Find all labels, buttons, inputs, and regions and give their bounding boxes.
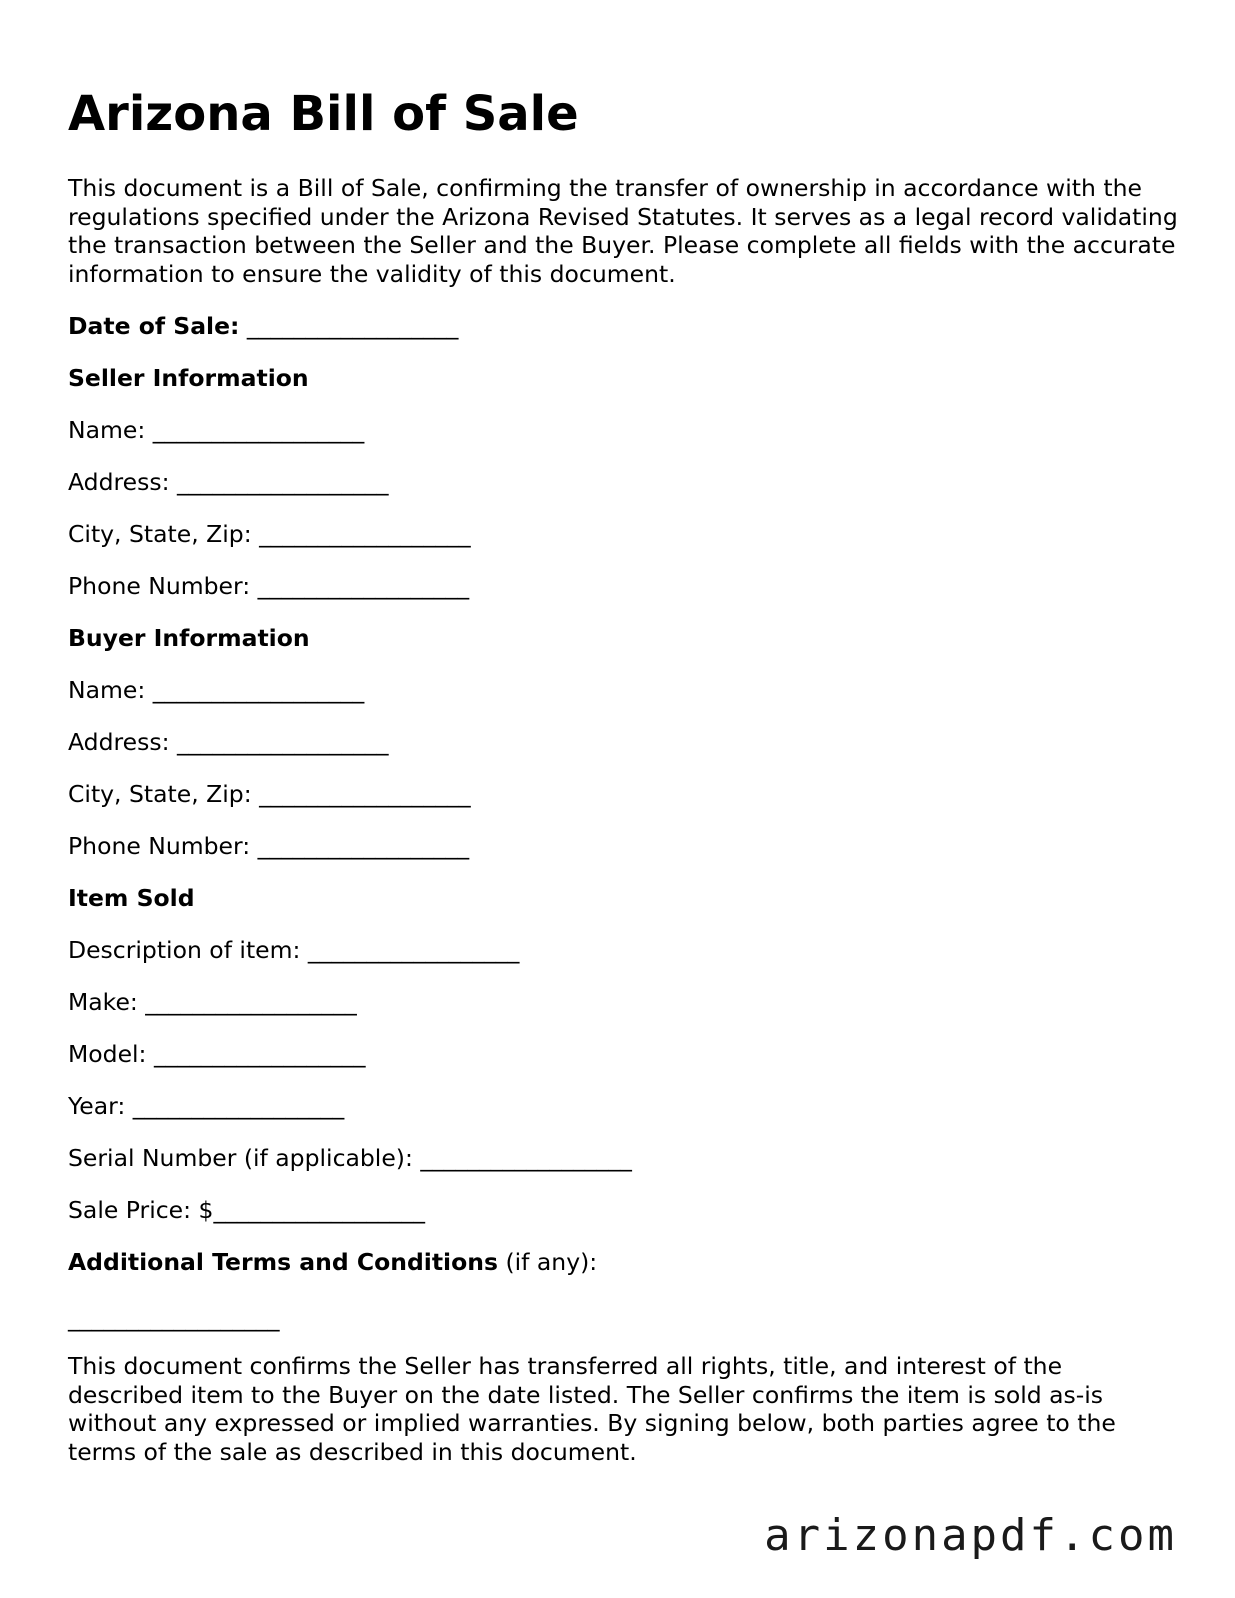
date-of-sale-label: Date of Sale: (68, 312, 240, 340)
terms-qualifier: (if any): (497, 1248, 598, 1276)
buyer-heading: Buyer Information (68, 624, 310, 652)
sale-price-field[interactable]: Sale Price: $__________________ (68, 1196, 425, 1224)
item-description-field[interactable]: Description of item: __________________ (68, 936, 520, 964)
item-serial-field[interactable]: Serial Number (if applicable): __________________ (68, 1144, 632, 1172)
item-heading: Item Sold (68, 884, 195, 912)
item-model-field[interactable]: Model: __________________ (68, 1040, 366, 1068)
intro-paragraph: This document is a Bill of Sale, confirming the transfer of ownership in accordance with the regulations specified under the Arizona Revised Statutes. It serves as a legal record validating the transaction between the Seller and the Buyer. Please complete all fields with the accurate information to ensure the validity of this document. (68, 174, 1178, 288)
buyer-name-field[interactable]: Name: __________________ (68, 676, 365, 704)
item-year-field[interactable]: Year: __________________ (68, 1092, 345, 1120)
item-make-field[interactable]: Make: __________________ (68, 988, 357, 1016)
seller-address-field[interactable]: Address: __________________ (68, 468, 389, 496)
buyer-phone-field[interactable]: Phone Number: __________________ (68, 832, 470, 860)
seller-city-state-zip-field[interactable]: City, State, Zip: __________________ (68, 520, 471, 548)
terms-blank-field[interactable]: __________________ (68, 1304, 280, 1332)
terms-heading: Additional Terms and Conditions (68, 1248, 498, 1276)
closing-paragraph: This document confirms the Seller has transferred all rights, title, and interest of the described item to the Buyer on the date listed. The Seller confirms the item is sold as-is without any expressed or implied warranties. By signing below, both parties agree to the terms of the sale as described in this document. (68, 1352, 1116, 1466)
buyer-address-field[interactable]: Address: __________________ (68, 728, 389, 756)
seller-heading: Seller Information (68, 364, 309, 392)
seller-name-field[interactable]: Name: __________________ (68, 416, 365, 444)
watermark: arizonapdf.com (764, 1510, 1177, 1561)
document-title: Arizona Bill of Sale (68, 86, 579, 142)
date-of-sale-field[interactable] (68, 311, 458, 341)
date-of-sale-blank: __________________ (239, 312, 459, 340)
seller-phone-field[interactable]: Phone Number: __________________ (68, 572, 470, 600)
buyer-city-state-zip-field[interactable]: City, State, Zip: __________________ (68, 780, 471, 808)
terms-heading-line (68, 1247, 597, 1277)
